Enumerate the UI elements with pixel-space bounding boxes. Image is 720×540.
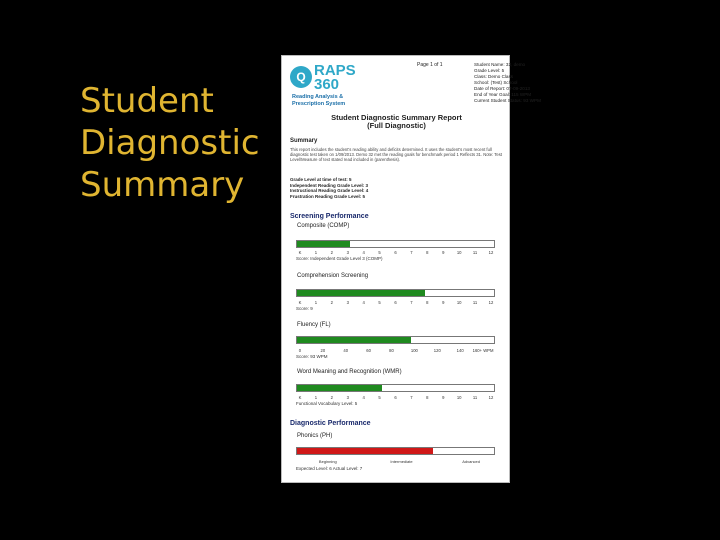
info-line: Date of Report: 07-09-2013 bbox=[474, 86, 530, 91]
screening-heading: Screening Performance bbox=[290, 213, 369, 220]
tick-label: K bbox=[298, 395, 302, 400]
phonics-label-intermediate: Intermediate bbox=[390, 459, 413, 464]
composite-title: Composite (COMP) bbox=[297, 223, 350, 229]
tick-label: 3 bbox=[346, 250, 349, 255]
info-line: School: (Test) School bbox=[474, 80, 518, 85]
tick-label: 7 bbox=[410, 300, 413, 305]
tick-label: 2 bbox=[330, 300, 333, 305]
tick-label: 12 bbox=[488, 300, 494, 305]
phonics-caption: Expected Level: 6 Actual Level: 7 bbox=[296, 466, 363, 471]
tick-label: 4 bbox=[362, 250, 365, 255]
logo-word: RAPS bbox=[314, 62, 356, 79]
wmr-bar-fill bbox=[297, 385, 382, 391]
title-line-3: Summary bbox=[80, 165, 245, 205]
phonics-labels bbox=[296, 459, 495, 465]
comprehension-caption: Score: 9 bbox=[296, 306, 313, 311]
report-title bbox=[282, 114, 511, 130]
tick-label: 12 bbox=[488, 250, 494, 255]
tick-label: K bbox=[298, 250, 302, 255]
composite-bar bbox=[296, 240, 495, 248]
tick-label: 10 bbox=[456, 250, 462, 255]
logo-mark-icon: Q bbox=[290, 66, 312, 88]
tick-label: 8 bbox=[426, 250, 429, 255]
phonics-title: Phonics (PH) bbox=[297, 433, 333, 439]
tick-label: 10 bbox=[456, 300, 462, 305]
summary-heading: Summary bbox=[290, 138, 318, 144]
phonics-label-beginning: Beginning bbox=[318, 459, 337, 464]
tick-label: 6 bbox=[394, 250, 397, 255]
reading-levels bbox=[290, 177, 368, 199]
tick-label: 10 bbox=[456, 395, 462, 400]
info-line: End of Year Goal: 115 WPM bbox=[474, 92, 532, 97]
tick-label: 11 bbox=[472, 395, 478, 400]
composite-caption: Score: Independent Grade Level 3 (COMP) bbox=[296, 256, 383, 261]
report-title-line-2: (Full Diagnostic) bbox=[367, 121, 426, 130]
level-line: Frustration Reading Grade Level: 5 bbox=[290, 193, 366, 199]
phonics-label-advanced: Advanced bbox=[462, 459, 481, 464]
info-line: Student Name: 32, demo bbox=[474, 62, 526, 67]
tick-label: 4 bbox=[362, 395, 365, 400]
tick-label: 6 bbox=[394, 395, 397, 400]
tick-label: 4 bbox=[362, 300, 365, 305]
page-number: Page 1 of 1 bbox=[417, 62, 443, 68]
diagnostic-heading: Diagnostic Performance bbox=[290, 420, 371, 427]
tick-label: 9 bbox=[442, 300, 445, 305]
fluency-caption: Score: 93 WPM bbox=[296, 354, 328, 359]
tick-label: 5 bbox=[378, 300, 381, 305]
tick-label: 120 bbox=[433, 348, 441, 353]
tick-label: 11 bbox=[472, 250, 478, 255]
comprehension-bar-fill bbox=[297, 290, 425, 296]
tick-label: 60 bbox=[366, 348, 371, 353]
level-line: Grade Level at time of test: 5 bbox=[290, 177, 352, 182]
tick-label: 160+ WPM bbox=[472, 348, 494, 353]
tick-label: 2 bbox=[330, 250, 333, 255]
tick-label: 3 bbox=[346, 300, 349, 305]
tick-label: 40 bbox=[343, 348, 349, 353]
title-line-1: Student bbox=[80, 81, 214, 121]
info-line: Class: Demo Class bbox=[474, 74, 514, 79]
fluency-title: Fluency (FL) bbox=[297, 322, 331, 328]
fluency-bar-fill bbox=[297, 337, 411, 343]
tick-label: 8 bbox=[426, 395, 429, 400]
tick-label: 12 bbox=[488, 395, 494, 400]
level-line: Instructional Reading Grade Level: 4 bbox=[290, 188, 369, 193]
tick-label: 80 bbox=[389, 348, 394, 353]
logo-subtitle bbox=[292, 94, 380, 107]
title-line-2: Diagnostic bbox=[80, 123, 260, 163]
fluency-bar bbox=[296, 336, 495, 344]
student-info bbox=[474, 62, 541, 104]
tick-label: 140 bbox=[456, 348, 464, 353]
composite-bar-fill bbox=[297, 241, 350, 247]
slide-title bbox=[80, 80, 270, 206]
report-title-line-1: Student Diagnostic Summary Report bbox=[331, 113, 462, 122]
logo-sub-line-1: Reading Analysis & bbox=[292, 94, 344, 100]
tick-label: 7 bbox=[410, 395, 413, 400]
tick-label: 11 bbox=[472, 300, 478, 305]
tick-label: 7 bbox=[410, 250, 413, 255]
comprehension-title: Comprehension Screening bbox=[297, 273, 369, 279]
tick-label: K bbox=[298, 300, 302, 305]
phonics-bar-fill bbox=[297, 448, 433, 454]
logo-sub-line-2: Prescription System bbox=[292, 100, 346, 107]
comprehension-ticks bbox=[296, 300, 495, 306]
tick-label: 0 bbox=[298, 348, 302, 353]
wmr-bar bbox=[296, 384, 495, 392]
summary-text: This report includes the student's reading ability and deficits determined. It uses the student's most recent full diagnostic test taken on 1/09/2013. Demo 32 met the reading goals for benchmark period 1 Reflects 31. Note: Test Level/Measure of text stated read included in (parenthesis). bbox=[290, 147, 502, 163]
tick-label: 1 bbox=[314, 395, 318, 400]
wmr-title: Word Meaning and Recognition (WMR) bbox=[297, 369, 402, 375]
tick-label: 5 bbox=[378, 395, 381, 400]
info-line: Current Student Status: 93 WPM bbox=[474, 98, 541, 103]
wmr-caption: Functional Vocabulary Level: 5 bbox=[296, 401, 358, 406]
tick-label: 9 bbox=[442, 250, 445, 255]
tick-label: 8 bbox=[426, 300, 429, 305]
report-document bbox=[281, 55, 541, 483]
comprehension-bar bbox=[296, 289, 495, 297]
logo-number: 360 bbox=[314, 76, 340, 93]
tick-label: 20 bbox=[320, 348, 326, 353]
tick-label: 100 bbox=[410, 348, 418, 353]
level-line: Independent Reading Grade Level: 3 bbox=[290, 182, 369, 188]
tick-label: 5 bbox=[378, 250, 381, 255]
phonics-bar bbox=[296, 447, 495, 455]
tick-label: 3 bbox=[346, 395, 349, 400]
tick-label: 2 bbox=[330, 395, 333, 400]
tick-label: 6 bbox=[394, 300, 397, 305]
tick-label: 1 bbox=[314, 300, 318, 305]
info-line: Grade Level: 5 bbox=[474, 68, 505, 73]
raps-logo bbox=[288, 62, 378, 112]
tick-label: 1 bbox=[314, 250, 318, 255]
tick-label: 9 bbox=[442, 395, 445, 400]
